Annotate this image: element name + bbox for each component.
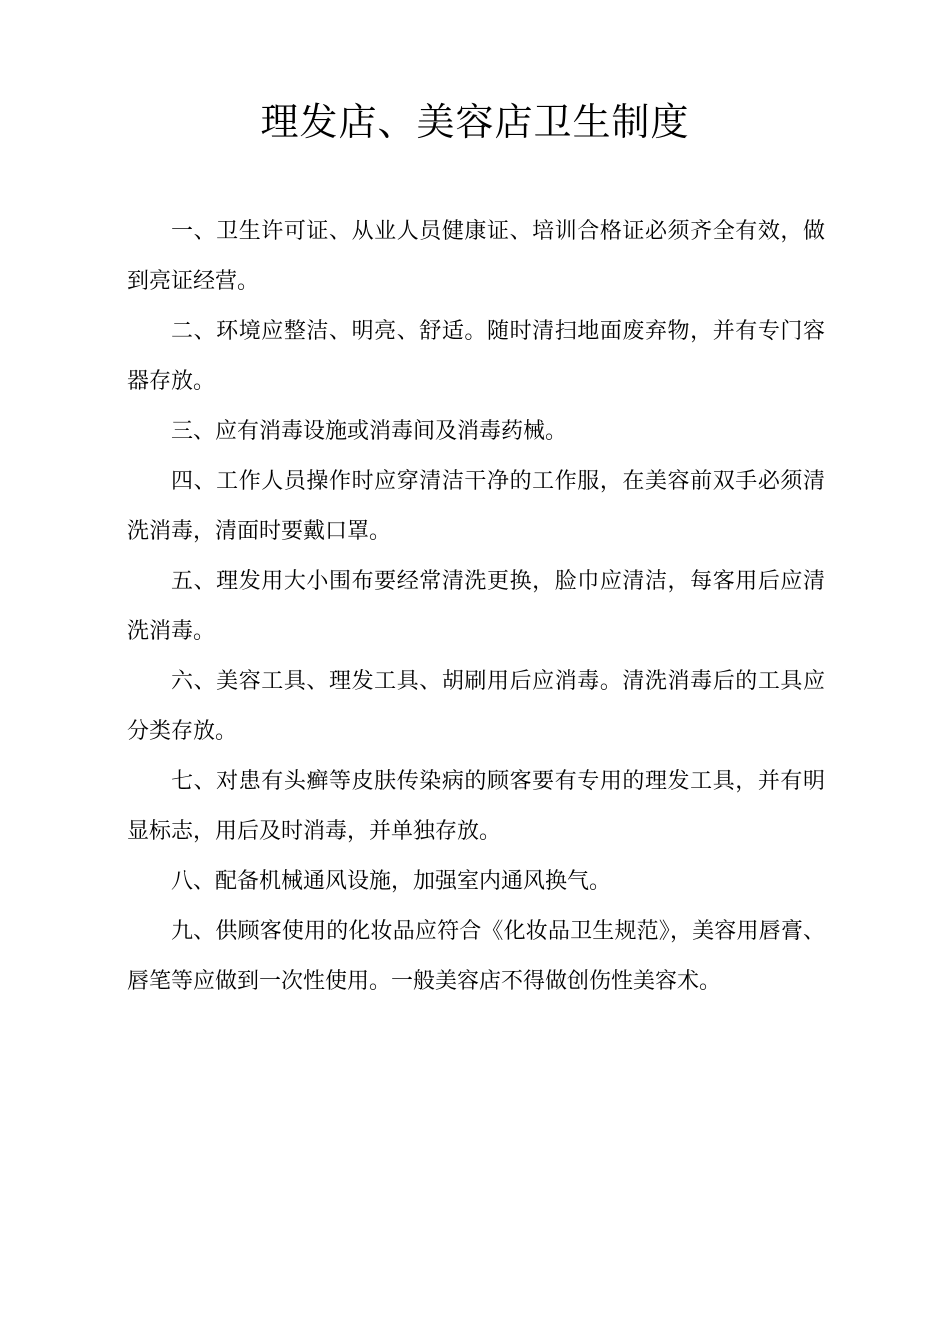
document-body — [127, 207, 825, 1007]
paragraph-7: 七、对患有头癣等皮肤传染病的顾客要有专用的理发工具，并有明显标志，用后及时消毒，并单独存放。 — [127, 769, 825, 844]
paragraph-6: 六、美容工具、理发工具、胡刷用后应消毒。清洗消毒后的工具应分类存放。 — [127, 669, 825, 744]
paragraph-2: 二、环境应整洁、明亮、舒适。随时清扫地面废弃物，并有专门容器存放。 — [127, 319, 825, 394]
paragraph-5: 五、理发用大小围布要经常清洗更换，脸巾应清洁，每客用后应清洗消毒。 — [127, 569, 825, 644]
paragraph-1: 一、卫生许可证、从业人员健康证、培训合格证必须齐全有效，做到亮证经营。 — [127, 219, 825, 294]
paragraph-3: 三、应有消毒设施或消毒间及消毒药械。 — [171, 419, 568, 444]
document-title: 理发店、美容店卫生制度 — [260, 100, 690, 144]
paragraph-8: 八、配备机械通风设施，加强室内通风换气。 — [171, 869, 612, 894]
paragraph-4: 四、工作人员操作时应穿清洁干净的工作服，在美容前双手必须清洗消毒，清面时要戴口罩。 — [127, 469, 825, 544]
paragraph-9: 九、供顾客使用的化妆品应符合《化妆品卫生规范》，美容用唇膏、唇笔等应做到一次性使用。一般美容店不得做创伤性美容术。 — [127, 919, 825, 994]
